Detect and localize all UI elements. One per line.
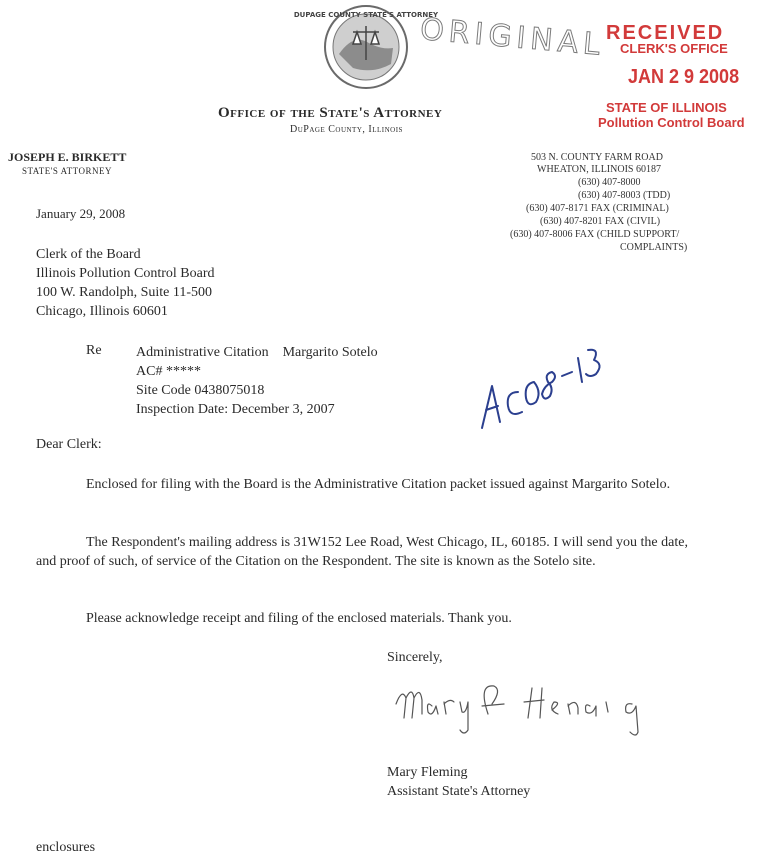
- re-line: AC# *****: [136, 364, 201, 379]
- re-line: Administrative Citation Margarito Sotelo: [136, 345, 378, 360]
- body-paragraph: [36, 533, 688, 571]
- body-paragraph: [36, 475, 688, 494]
- recipient-line: Illinois Pollution Control Board: [36, 266, 215, 281]
- salutation: Dear Clerk:: [36, 437, 102, 452]
- recipient-line: Chicago, Illinois 60601: [36, 304, 168, 319]
- address-line: (630) 407-8003 (TDD): [578, 190, 671, 201]
- body-paragraph-text: Enclosed for filing with the Board is the Administrative Citation packet issued against Margarito Sotelo.: [86, 477, 671, 492]
- received-stamp-date: JAN 2 9 2008: [628, 64, 740, 88]
- handwritten-signature: [392, 674, 664, 738]
- body-paragraph: [36, 609, 688, 628]
- address-line: (630) 407-8201 FAX (CIVIL): [540, 216, 661, 227]
- recipient-line: Clerk of the Board: [36, 247, 141, 262]
- letter-date: January 29, 2008: [36, 206, 126, 221]
- received-stamp-board: Pollution Control Board: [598, 115, 745, 130]
- signer-title: Assistant State's Attorney: [387, 784, 531, 799]
- svg-text:DUPAGE COUNTY STATE'S ATTORNEY: DUPAGE COUNTY STATE'S ATTORNEY: [293, 11, 439, 19]
- county-seal-logo: [293, 4, 439, 90]
- address-line: WHEATON, ILLINOIS 60187: [537, 164, 661, 175]
- signer-name: Mary Fleming: [387, 765, 468, 780]
- original-stamp: ORIGINAL: [418, 12, 607, 63]
- received-stamp-state: STATE OF ILLINOIS: [606, 100, 727, 115]
- recipient-block: [36, 245, 215, 321]
- address-line: (630) 407-8006 FAX (CHILD SUPPORT/: [510, 229, 680, 240]
- closing: Sincerely,: [387, 650, 443, 665]
- address-line: 503 N. COUNTY FARM ROAD: [531, 152, 663, 163]
- body-paragraph-text: The Respondent's mailing address is 31W152 Lee Road, West Chicago, IL, 60185. I will send you the date, and proof of such, of service of the Citation on the Respondent. The site is known as the Sotelo site.: [36, 535, 688, 569]
- address-line: (630) 407-8000: [578, 177, 641, 188]
- re-block: [136, 343, 378, 419]
- re-line: Inspection Date: December 3, 2007: [136, 402, 335, 417]
- address-line: (630) 407-8171 FAX (CRIMINAL): [526, 203, 669, 214]
- attorney-name: JOSEPH E. BIRKETT: [8, 150, 127, 164]
- body-paragraph-text: Please acknowledge receipt and filing of the enclosed materials. Thank you.: [86, 611, 512, 626]
- recipient-line: 100 W. Randolph, Suite 11-500: [36, 285, 213, 300]
- received-stamp-office: CLERK'S OFFICE: [620, 41, 728, 56]
- attorney-title: STATE'S ATTORNEY: [22, 166, 112, 176]
- handwritten-case-number: [468, 336, 608, 436]
- signer-block: [387, 763, 530, 801]
- re-line: Site Code 0438075018: [136, 383, 265, 398]
- re-label: Re: [86, 343, 102, 358]
- enclosures-note: enclosures: [36, 840, 96, 855]
- county-name: DuPage County, Illinois: [290, 124, 403, 135]
- office-title: Office of the State's Attorney: [218, 105, 443, 121]
- received-stamp-title: RECEIVED: [606, 22, 725, 44]
- address-line: COMPLAINTS): [620, 242, 688, 253]
